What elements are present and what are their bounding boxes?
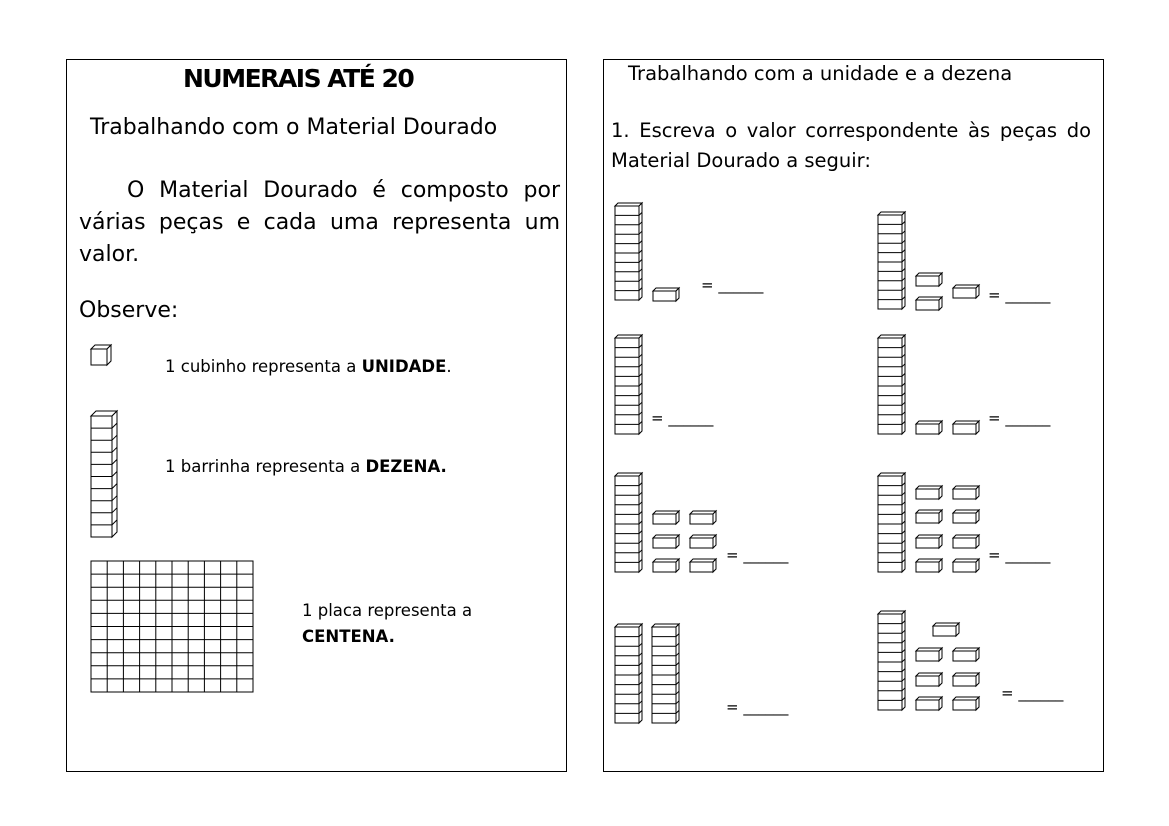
ten-bar-icon — [91, 411, 117, 537]
answer-blank-8: = ______ — [1001, 684, 1064, 702]
exercise-6-unit — [916, 510, 942, 523]
exercise-5-unit — [653, 511, 679, 524]
exercise-8-unit — [933, 623, 959, 636]
exercise-8-unit — [953, 648, 979, 661]
exercise-5-unit — [690, 535, 716, 548]
exercise-4-ten-bar — [878, 335, 905, 434]
exercise-5-unit — [653, 559, 679, 572]
exercise-6-unit — [953, 510, 979, 523]
exercise-8-unit — [953, 673, 979, 686]
exercise-title: Trabalhando com a unidade e a dezena — [628, 62, 1013, 85]
observe-label: Observe: — [79, 298, 179, 323]
intro-paragraph: O Material Dourado é composto por várias peças e cada uma representa um valor. — [79, 178, 560, 267]
answer-blank-1: = ______ — [701, 276, 764, 294]
page-title: NUMERAIS ATÉ 20 — [183, 64, 414, 93]
exercise-6-ten-bar — [878, 473, 905, 572]
answer-blank-5: = ______ — [726, 546, 789, 564]
exercise-2-unit — [916, 297, 942, 310]
exercise-2-ten-bar — [878, 212, 905, 309]
exercise-8-unit — [916, 648, 942, 661]
exercise-3-ten-bar — [615, 335, 642, 434]
exercise-5-unit — [690, 559, 716, 572]
exercise-1-unit — [653, 288, 679, 301]
exercise-8-unit — [916, 673, 942, 686]
exercise-2-unit — [953, 285, 979, 298]
exercise-6-unit — [953, 535, 979, 548]
exercise-6-unit — [953, 486, 979, 499]
exercise-6-unit — [916, 486, 942, 499]
exercise-5-unit — [653, 535, 679, 548]
hundred-legend-line1: 1 placa representa a — [302, 601, 473, 620]
answer-blank-7: = ______ — [726, 698, 789, 716]
hundred-term: CENTENA. — [302, 627, 395, 646]
exercise-7-ten-bar — [652, 624, 679, 723]
exercise-2-unit — [916, 273, 942, 286]
exercise-8-ten-bar — [878, 611, 905, 710]
exercise-6-unit — [916, 535, 942, 548]
exercise-8-unit — [916, 697, 942, 710]
answer-blank-4: = ______ — [988, 409, 1051, 427]
exercise-4-unit — [916, 421, 942, 434]
ten-term: DEZENA. — [365, 457, 447, 476]
unit-legend-suffix: . — [446, 357, 452, 376]
unit-term: UNIDADE — [361, 357, 447, 376]
ten-legend-prefix: 1 barrinha representa a — [165, 457, 366, 476]
exercise-5-unit — [690, 511, 716, 524]
exercise-instruction: 1. Escreva o valor correspondente às peças do Material Dourado a seguir: — [611, 119, 1091, 172]
exercise-4-unit — [953, 421, 979, 434]
answer-blank-2: = ______ — [988, 286, 1051, 304]
exercise-1-ten-bar — [615, 203, 642, 300]
exercise-8-unit — [953, 697, 979, 710]
exercise-7-ten-bar — [615, 624, 642, 723]
unit-legend-prefix: 1 cubinho representa a — [165, 357, 362, 376]
answer-blank-3: = ______ — [651, 409, 714, 427]
answer-blank-6: = ______ — [988, 546, 1051, 564]
cube-icon — [91, 345, 111, 365]
hundred-plate-icon — [91, 561, 253, 692]
exercise-6-unit — [953, 559, 979, 572]
subtitle: Trabalhando com o Material Dourado — [90, 115, 498, 140]
exercise-5-ten-bar — [615, 473, 642, 572]
exercise-6-unit — [916, 559, 942, 572]
